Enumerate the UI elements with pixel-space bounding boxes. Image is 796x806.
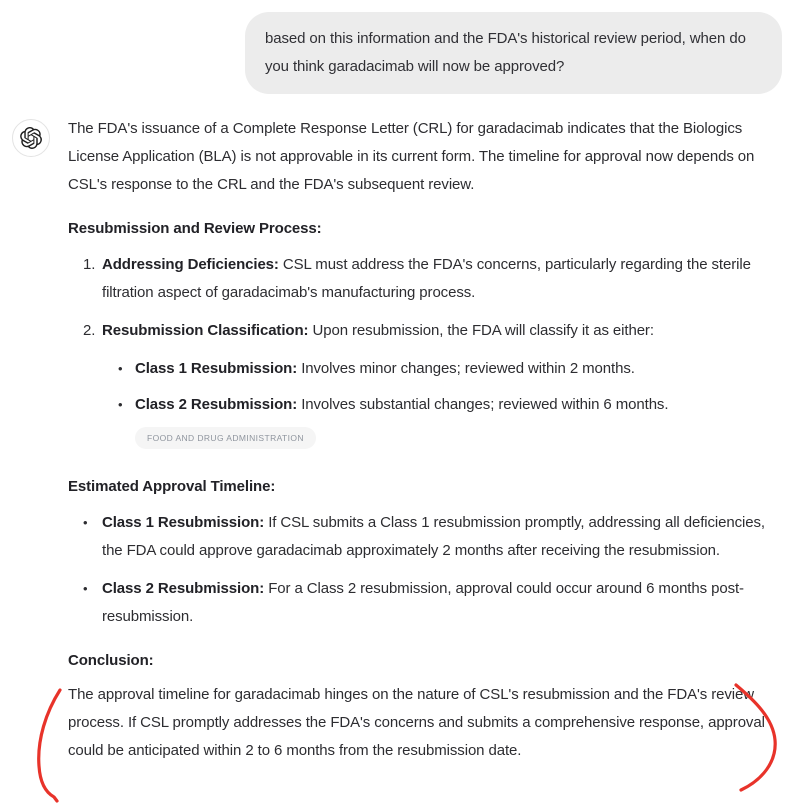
- list-item-text: Upon resubmission, the FDA will classify it as either:: [312, 322, 654, 339]
- list-item-text: CSL must address the FDA's concerns, particularly regarding the sterile filtration aspect of garadacimab's manufacturing process.: [102, 256, 751, 301]
- assistant-message-body: [68, 115, 780, 765]
- intro-paragraph: The FDA's issuance of a Complete Response Letter (CRL) for garadacimab indicates that the Biologics License Application (BLA) is not approvable in its current form. The timeline for approval now depends on CSL's response to the CRL and the FDA's subsequent review.: [68, 120, 755, 193]
- citation-row: [135, 423, 780, 451]
- bullet-icon: •: [83, 581, 88, 596]
- list-item-text: Involves minor changes; reviewed within 2 months.: [301, 360, 635, 377]
- assistant-avatar: [12, 119, 50, 157]
- process-heading: Resubmission and Review Process:: [68, 220, 322, 237]
- timeline-heading: Estimated Approval Timeline:: [68, 478, 276, 495]
- assistant-message: [0, 115, 796, 781]
- bullet-icon: •: [83, 515, 88, 530]
- timeline-list: [68, 509, 780, 631]
- list-item: [68, 251, 780, 307]
- list-item: [68, 575, 780, 631]
- user-message-bubble: [245, 12, 782, 94]
- list-item-label: Class 2 Resubmission:: [135, 396, 298, 413]
- list-number: 2.: [83, 322, 96, 339]
- conclusion-heading: Conclusion:: [68, 652, 154, 669]
- conclusion-paragraph: The approval timeline for garadacimab hinges on the nature of CSL's resubmission and the FDA's review process. If CSL promptly addresses the FDA's concerns and submits a comprehensive response, approval could be anticipated within 2 to 6 months from the resubmission date.: [68, 686, 765, 759]
- citation-badge-fda[interactable]: FOOD AND DRUG ADMINISTRATION: [135, 427, 316, 449]
- list-item: [68, 391, 780, 419]
- list-number: 1.: [83, 256, 96, 273]
- list-item: [68, 509, 780, 565]
- list-item-text: If CSL submits a Class 1 resubmission promptly, addressing all deficiencies, the FDA could approve garadacimab approximately 2 months after receiving the resubmission.: [102, 514, 765, 559]
- user-message-text: based on this information and the FDA's historical review period, when do you think garadacimab will now be approved?: [265, 30, 746, 75]
- list-item-text: Involves substantial changes; reviewed within 6 months.: [301, 396, 669, 413]
- list-item-text: For a Class 2 resubmission, approval could occur around 6 months post-resubmission.: [102, 580, 744, 625]
- list-item-label: Class 2 Resubmission:: [102, 580, 265, 597]
- list-item: [68, 317, 780, 345]
- openai-logo-icon: [20, 127, 42, 149]
- list-item-label: Addressing Deficiencies:: [102, 256, 279, 273]
- list-item: [68, 355, 780, 383]
- list-item-label: Resubmission Classification:: [102, 322, 309, 339]
- list-item-label: Class 1 Resubmission:: [135, 360, 298, 377]
- bullet-icon: •: [118, 361, 123, 376]
- bullet-icon: •: [118, 397, 123, 412]
- list-item-label: Class 1 Resubmission:: [102, 514, 265, 531]
